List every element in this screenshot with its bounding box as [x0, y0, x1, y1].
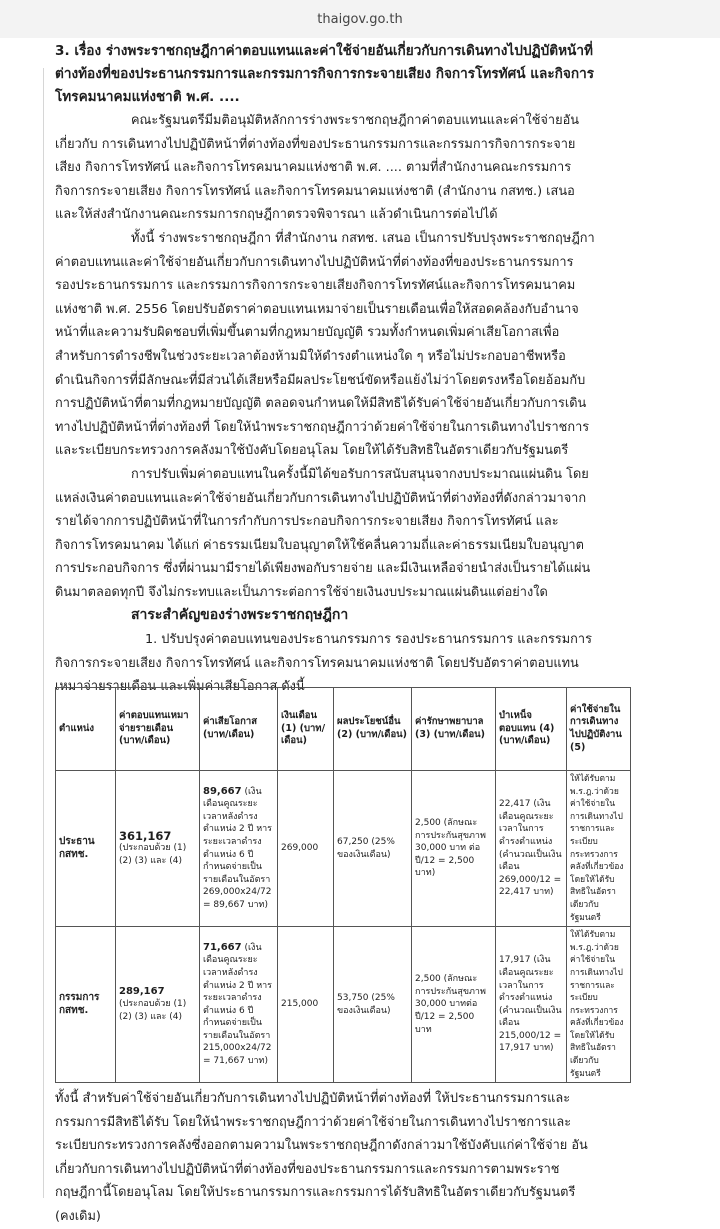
item-1-text: 1. ปรับปรุงค่าตอบแทนของประธานกรรมการ รองประธานกรรมการ และกรรมการกิจการกระจายเสียง กิจการโทรทัศน์ และกิจการโทรคมนาคมแห่งชาติ โดยปรับอัตราค่าตอบแทนเหมาจ่ายรายเดือน และเพิ่มค่าเสียโอกาส ดังนี้ [55, 632, 592, 695]
url-text[interactable]: thaigov.go.th [317, 12, 403, 27]
browser-address-bar[interactable] [0, 0, 720, 38]
cell-benefit: 53,750 (25% ของเงินเดือน) [334, 927, 412, 1083]
cell-opportunity [200, 771, 278, 927]
monthly-note: (ประกอบด้วย (1) (2) (3) และ (4) [119, 999, 187, 1022]
opportunity-note: (เงินเดือนคูณระยะเวลาหลังดำรงตำแหน่ง 2 ปี หารระยะเวลาดำรงตำแหน่ง 6 ปี กำหนดจ่ายเป็นรายเดือนในอัตรา 269,000x24/72 = 89,667 บาท) [203, 786, 273, 910]
document-body [55, 38, 595, 699]
header-medical: ค่ารักษาพยาบาล (3) (บาท/เดือน) [412, 688, 496, 771]
table-header-row [56, 688, 631, 771]
opportunity-note: (เงินเดือนคูณระยะเวลาหลังดำรงตำแหน่ง 2 ปี หารระยะเวลาดำรงตำแหน่ง 6 ปี กำหนดจ่ายเป็นรายเดือนในอัตรา 215,000x24/72 = 71,667 บาท) [203, 942, 273, 1067]
table-row [56, 927, 631, 1083]
opportunity-value: 71,667 [203, 941, 242, 953]
cell-medical: 2,500 (ลักษณะการประกันสุขภาพ 30,000 บาท ต่อปี/12 = 2,500 บาท) [412, 771, 496, 927]
paragraph-travel-expenses: ทั้งนี้ สำหรับค่าใช้จ่ายอันเกี่ยวกับการเดินทางไปปฏิบัติหน้าที่ต่างท้องที่ ให้ประธานกรรมการและกรรมการมีสิทธิได้รับ โดยให้นำพระราชกฤษฎีกาว่าด้วยค่าใช้จ่ายในการเดินทางไปราชการและระเบียบกระทรวงการคลังซึ่งออกตามความในพระราชกฤษฎีกาดังกล่าวมาใช้บังคับแก่ค่าใช้จ่าย อันเกี่ยวกับการเดินทางไปปฏิบัติหน้าที่ต่างท้องที่ของประธานกรรมการและกรรมการตามพระราชกฤษฎีกานี้โดยอนุโลม โดยให้ประธานกรรมการและกรรมการได้รับสิทธิในอัตราเดียวกับรัฐมนตรี (คงเดิม) [55, 1091, 588, 1224]
page-margin-line [43, 68, 44, 1198]
cell-pension: 22,417 (เงินเดือนคูณระยะเวลาในการดำรงตำแหน่ง (คำนวณเป็นเงินเดือน 269,000/12 = 22,417 บาท) [496, 771, 567, 927]
cell-monthly [116, 927, 200, 1083]
section-title: สาระสำคัญของร่างพระราชกฤษฎีกา [131, 607, 349, 624]
header-monthly: ค่าตอบแทนเหมาจ่ายรายเดือน (บาท/เดือน) [116, 688, 200, 771]
header-benefit: ผลประโยชน์อื่น (2) (บาท/เดือน) [334, 688, 412, 771]
monthly-note: (ประกอบด้วย (1) (2) (3) และ (4) [119, 843, 187, 866]
table-row [56, 771, 631, 927]
compensation-table [55, 687, 631, 1083]
cell-salary: 269,000 [278, 771, 334, 927]
agenda-heading: 3. เรื่อง ร่างพระราชกฤษฎีกาค่าตอบแทนและค่าใช้จ่ายอันเกี่ยวกับการเดินทางไปปฏิบัติหน้าที่ต่างท้องที่ของประธานกรรมการและกรรมการกิจการกระจายเสียง กิจการโทรทัศน์ และกิจการโทรคมนาคมแห่งชาติ พ.ศ. .... [55, 43, 595, 105]
header-position: ตำแหน่ง [56, 688, 116, 771]
header-salary: เงินเดือน (1) (บาท/เดือน) [278, 688, 334, 771]
document-page [0, 38, 720, 1224]
cell-salary: 215,000 [278, 927, 334, 1083]
paragraph-details: ทั้งนี้ ร่างพระราชกฤษฎีกา ที่สำนักงาน กสทช. เสนอ เป็นการปรับปรุงพระราชกฤษฎีกาค่าตอบแทนและค่าใช้จ่ายอันเกี่ยวกับการเดินทางไปปฏิบัติหน้าที่ต่างท้องที่ของประธานกรรมการ รองประธานกรรมการ และกรรมการกิจการกระจายเสียงกิจการโทรทัศน์และกิจการโทรคมนาคมแห่งชาติ พ.ศ. 2556 โดยปรับอัตราค่าตอบแทนเหมาจ่ายเป็นรายเดือนเพื่อให้สอดคล้องกับอำนาจหน้าที่และความรับผิดชอบที่เพิ่มขึ้นตามที่กฎหมายบัญญัติ รวมทั้งกำหนดเพิ่มค่าเสียโอกาสเพื่อสำหรับการดำรงชีพในช่วงระยะเวลาต้องห้ามมิให้ดำรงตำแหน่งใด ๆ หรือไม่ประกอบอาชีพหรือดำเนินกิจการที่มีลักษณะที่มีส่วนได้เสียหรือมีผลประโยชน์ขัดหรือแย้งไม่ว่าโดยตรงหรือโดยอ้อมกับการปฏิบัติหน้าที่ตามที่กฎหมายบัญญัติ ตลอดจนกำหนดให้มีสิทธิได้รับค่าใช้จ่ายอันเกี่ยวกับการเดินทางไปปฏิบัติหน้าที่ต่างท้องที่ โดยให้นำพระราชกฤษฎีกาว่าด้วยค่าใช้จ่ายในการเดินทางไปราชการและระเบียบกระทรวงการคลังมาใช้บังคับโดยอนุโลม โดยให้ได้รับสิทธิในอัตราเดียวกับรัฐมนตรี [55, 230, 595, 459]
opportunity-value: 89,667 [203, 785, 242, 797]
header-travel: ค่าใช้จ่ายในการเดินทางไปปฏิบัติงาน (5) [567, 688, 631, 771]
header-opportunity: ค่าเสียโอกาส (บาท/เดือน) [200, 688, 278, 771]
paragraph-resolution: คณะรัฐมนตรีมีมติอนุมัติหลักการร่างพระราชกฤษฎีกาค่าตอบแทนและค่าใช้จ่ายอันเกี่ยวกับ การเดินทางไปปฏิบัติหน้าที่ต่างท้องที่ของประธานกรรมการและกรรมการกิจการกระจายเสียง กิจการโทรทัศน์ และกิจการโทรคมนาคมแห่งชาติ พ.ศ. .... ตามที่สำนักงานคณะกรรมการกิจการกระจายเสียง กิจการโทรทัศน์ และกิจการโทรคมนาคมแห่งชาติ (สำนักงาน กสทช.) เสนอ และให้ส่งสำนักงานคณะกรรมการกฤษฎีกาตรวจพิจารณา แล้วดำเนินการต่อไปได้ [55, 113, 580, 223]
monthly-value: 361,167 [119, 828, 172, 843]
cell-opportunity [200, 927, 278, 1083]
cell-position: ประธาน กสทช. [56, 771, 116, 927]
header-pension: บำเหน็จตอบแทน (4) (บาท/เดือน) [496, 688, 567, 771]
cell-travel: ให้ได้รับตาม พ.ร.ฎ.ว่าด้วยค่าใช้จ่ายในการเดินทางไปราชการและระเบียบกระทรวงการคลังที่เกี่ยวข้อง โดยให้ได้รับสิทธิในอัตราเดียวกับรัฐมนตรี [567, 927, 631, 1083]
monthly-value: 289,167 [119, 985, 165, 997]
cell-medical: 2,500 (ลักษณะการประกันสุขภาพ 30,000 บาทต่อปี/12 = 2,500 บาท [412, 927, 496, 1083]
cell-monthly [116, 771, 200, 927]
paragraph-funding: การปรับเพิ่มค่าตอบแทนในครั้งนี้มิได้ขอรับการสนับสนุนจากงบประมาณแผ่นดิน โดยแหล่งเงินค่าตอบแทนและค่าใช้จ่ายอันเกี่ยวกับการเดินทางไปปฏิบัติหน้าที่ต่างท้องที่ดังกล่าวมาจากรายได้จากการปฏิบัติหน้าที่ในการกำกับการประกอบกิจการกระจายเสียง กิจการโทรทัศน์ และกิจการโทรคมนาคม ได้แก่ ค่าธรรมเนียมใบอนุญาตให้ใช้คลื่นความถี่และค่าธรรมเนียมใบอนุญาตการประกอบกิจการ ซึ่งที่ผ่านมามีรายได้เพียงพอกับรายจ่าย และมีเงินเหลือจ่ายนำส่งเป็นรายได้แผ่นดินมาตลอดทุกปี จึงไม่กระทบและเป็นภาระต่อการใช้จ่ายเงินงบประมาณแผ่นดินแต่อย่างใด [55, 466, 591, 600]
after-table-block [55, 1087, 595, 1229]
cell-position: กรรมการ กสทช. [56, 927, 116, 1083]
cell-benefit: 67,250 (25% ของเงินเดือน) [334, 771, 412, 927]
cell-travel: ให้ได้รับตาม พ.ร.ฎ.ว่าด้วยค่าใช้จ่ายในการเดินทางไปราชการและระเบียบกระทรวงการคลังที่เกี่ยวข้อง โดยให้ได้รับสิทธิในอัตราเดียวกับรัฐมนตรี [567, 771, 631, 927]
cell-pension: 17,917 (เงินเดือนคูณระยะเวลาในการดำรงตำแหน่ง (คำนวณเป็นเงินเดือน 215,000/12 = 17,917 บาท) [496, 927, 567, 1083]
